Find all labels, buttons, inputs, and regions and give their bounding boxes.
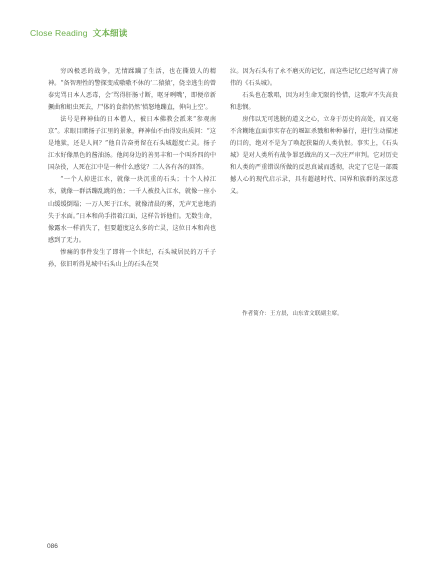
paragraph: 房伟以无可逃脱的道义之心，立身于历史的高处，而又毫不含糊地直面事实存在的堰缸杀戮和种种暴行，进行生动描述的目的，绝对不是为了唤起狭隘的人类仇恨。事实上，《石头城》是对人类所有战争罪恶做出的又一次庄严审判。它对历史和人类的严重错误所做的反思真诚而透彻，决定了它是一部震撼人心的现代启示录，具有超越时代、国界和族群的深远意义。 [230, 116, 398, 196]
section-title-chinese: 文本细读 [92, 28, 128, 38]
paragraph: 穷凶极恶的战争，无情蹂躏了生活，也在撕毁人的精神。“备智理性的警探变成嗷嗷不休的‘二猿猿’，侥幸逃生的曾泰宪骂日本人恶毒，会‘骂得肝肠寸断，呕牙咧嘴’，即便帝新撅曲和蛆虫死去，尸体的食指仍然‘愤怒地蹦直，伸向上空’。 [48, 68, 216, 112]
right-text-column [230, 66, 398, 199]
paragraph: 石头也在歌唱，因为对生命无限的怜惜，这歌声不失高贵和悲悯。 [230, 92, 398, 112]
section-title-english: Close Reading [30, 28, 88, 38]
paragraph-continuation: 泣。因为石头有了永不磨灭的记忆，而这些记忆已经写满了房伟的《石头城》。 [230, 68, 398, 88]
paragraph: “一个人掉进江水，就像一块沉重的石头；十个人掉江水，就像一群活蹦乱跳的鱼；一千人被投入江水，就像一座小山缓缓倒塌；一万人死于江水，就像清晨的雾，无声无息地消失于水面。”日本和尚手指着江面，这样告诉他们。无数生命，像露水一样消失了，但要超度这么多的亡灵，这位日本和尚也感到了无力。 [48, 176, 216, 244]
section-header [30, 27, 127, 39]
left-text-column [48, 66, 216, 271]
paragraph: 惨痛的事件发生了即将一个世纪，石头城居民的万千子孙，依旧听得见城中石头山上的石头在哭 [48, 248, 216, 268]
paragraph: 法号是释神仙的日本僧人，被日本佛教会派来“参观南京”。求眼目睹扬子江里的景象，释神仙不由得发出质问：“这是地狱，还是人间？”他自告奋勇留在石头城超度亡灵。扬子江水好像黑色的酱油汤。他问身边的善男丰和一个叫乔四的中国杂役，人死在江中是一种什么感觉？二人各有各的回答。 [48, 116, 216, 172]
page-number: 086 [47, 543, 58, 550]
author-note: 作者简介：王方晨，山东省文联副主席。 [242, 311, 343, 317]
